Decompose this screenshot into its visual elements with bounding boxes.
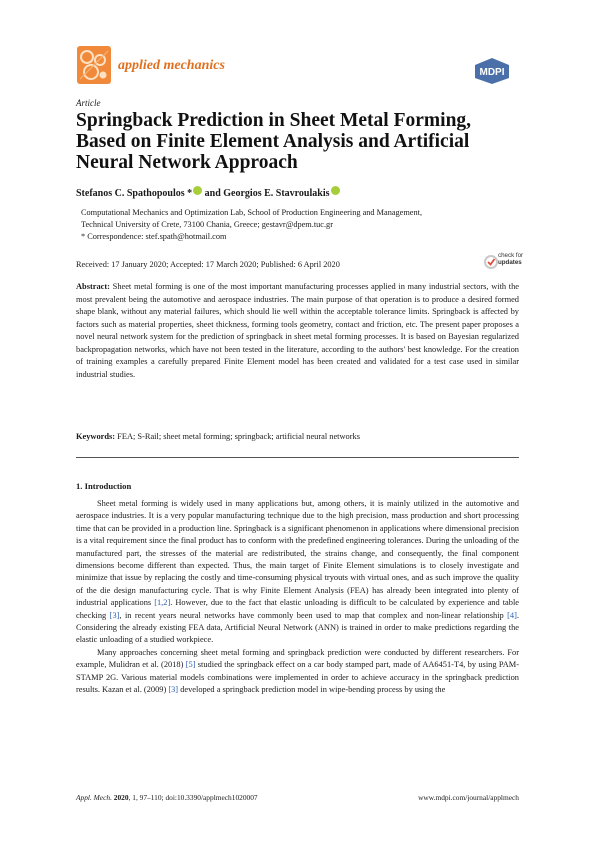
citation-link[interactable]: [5] <box>185 660 196 670</box>
correspondence: * Correspondence: stef.spath@hotmail.com <box>81 232 227 241</box>
abstract <box>76 281 519 381</box>
article-type: Article <box>76 98 101 108</box>
check-for-updates-label[interactable] <box>498 252 523 266</box>
publication-dates: Received: 17 January 2020; Accepted: 17 March 2020; Published: 6 April 2020 <box>76 260 340 269</box>
affiliations <box>81 207 521 243</box>
introduction-body <box>76 498 519 697</box>
abstract-label: Abstract: <box>76 282 110 291</box>
author-1[interactable]: Stefanos C. Spathopoulos * <box>76 188 193 199</box>
abstract-text: Sheet metal forming is one of the most important manufacturing processes applied in many industrial sectors, with the most prevalent being the automotive and aerospace industries. The main purpose of that operation is to produce a desired formed shape blank, without any material failures, which should lie well within the acceptable tolerance limits. Springback is affected by factors such as material properties, sheet thickness, forming tools geometry, contact and friction, etc. The present paper proposes a novel neural network system for the prediction of springback in sheet metal forming processes. It is based on Bayesian regularized backpropagation networks, which have not been tested in the literature, according to the authors' best knowledge. For the creation of training examples a carefully prepared Finite Element model has been created and validated for a test case used in similar industrial studies. <box>76 282 520 379</box>
check-updates-line: check for <box>498 252 524 259</box>
citation-link[interactable]: [4] <box>507 610 517 620</box>
orcid-icon[interactable] <box>331 186 340 195</box>
article-title: Springback Prediction in Sheet Metal Forming, Based on Finite Element Analysis and Artificial Neural Network Approach <box>76 110 472 173</box>
keywords-text: FEA; S-Rail; sheet metal forming; springback; artificial neural networks <box>117 432 360 441</box>
footer-doi[interactable]: , 1, 97–110; doi:10.3390/applmech1020007 <box>128 793 258 802</box>
journal-name: applied mechanics <box>118 58 225 73</box>
author-2[interactable]: Georgios E. Stavroulakis <box>223 188 330 199</box>
journal-logo-icon <box>77 46 111 84</box>
footer-citation <box>76 793 258 802</box>
check-updates-line: updates <box>498 259 522 266</box>
footer-year: 2020 <box>113 793 129 802</box>
footer-url[interactable]: www.mdpi.com/journal/applmech <box>418 793 519 802</box>
paragraph: Many approaches concerning sheet metal forming and springback prediction were conducted by different researchers. For example, Mulidran et al. (2018) [5] studied the springback effect on a car body stamped part, made of AA6451-T4, by using PAM-STAMP 2G. Various material models combinations were implemented in order to achieve accuracy in the springback prediction results. Kazan et al. (2009) [3] developed a springback prediction model in wipe-bending process by using the <box>76 647 519 695</box>
citation-link[interactable]: [3] <box>109 610 120 620</box>
mdpi-logo-text: MDPI <box>479 67 505 78</box>
section-divider <box>76 457 519 458</box>
footer-journal: Appl. Mech. <box>76 793 112 802</box>
citation-link[interactable]: [3] <box>168 685 179 695</box>
affiliation-line: Technical University of Crete, 73100 Chania, Greece; gestavr@dpem.tuc.gr <box>81 220 333 229</box>
author-separator: and <box>202 188 224 199</box>
citation-link[interactable]: [1,2] <box>154 598 171 608</box>
paragraph: Sheet metal forming is widely used in many applications but, among others, it is mainly utilized in the automotive and aerospace industries. It is a very popular manufacturing technique due to the high precision, mass production and short processing time that can be provided in a production line. Springback is a significant phenomenon in applications where dimensional precision is a vital requirement since the final product has to conform with the predefined engineering tolerances. During the unloading of the manufactured part, the stresses of the material are redistributed, the strains change, and consequently, the final component dimensions become different than expected. Thus, the main target of Finite Element simulations is to closely investigate and minimize that issue by replacing the costly and time-consuming physical tryouts with virtual ones, and as such improve the quality of the die design manufacturing cycle. That is why Finite Element Analysis (FEA) has already been integrated into plenty of industrial applications [1,2]. However, due to the fact that elastic unloading is difficult to be calculated by experience and table checking [3], in recent years neural networks have commonly been used to map that complex and non-linear relationship [4]. Considering the already existing FEA data, Artificial Neural Network (ANN) is trained in order to make predictions regarding the elastic unloading of a studied workpiece. <box>76 499 519 645</box>
affiliation-line: Computational Mechanics and Optimization Lab, School of Production Engineering and Management, <box>81 208 423 217</box>
keywords <box>76 432 519 441</box>
section-heading: 1. Introduction <box>76 481 132 491</box>
author-list <box>76 186 340 199</box>
orcid-icon[interactable] <box>193 186 202 195</box>
keywords-label: Keywords: <box>76 432 116 441</box>
mdpi-logo-icon <box>472 57 512 85</box>
